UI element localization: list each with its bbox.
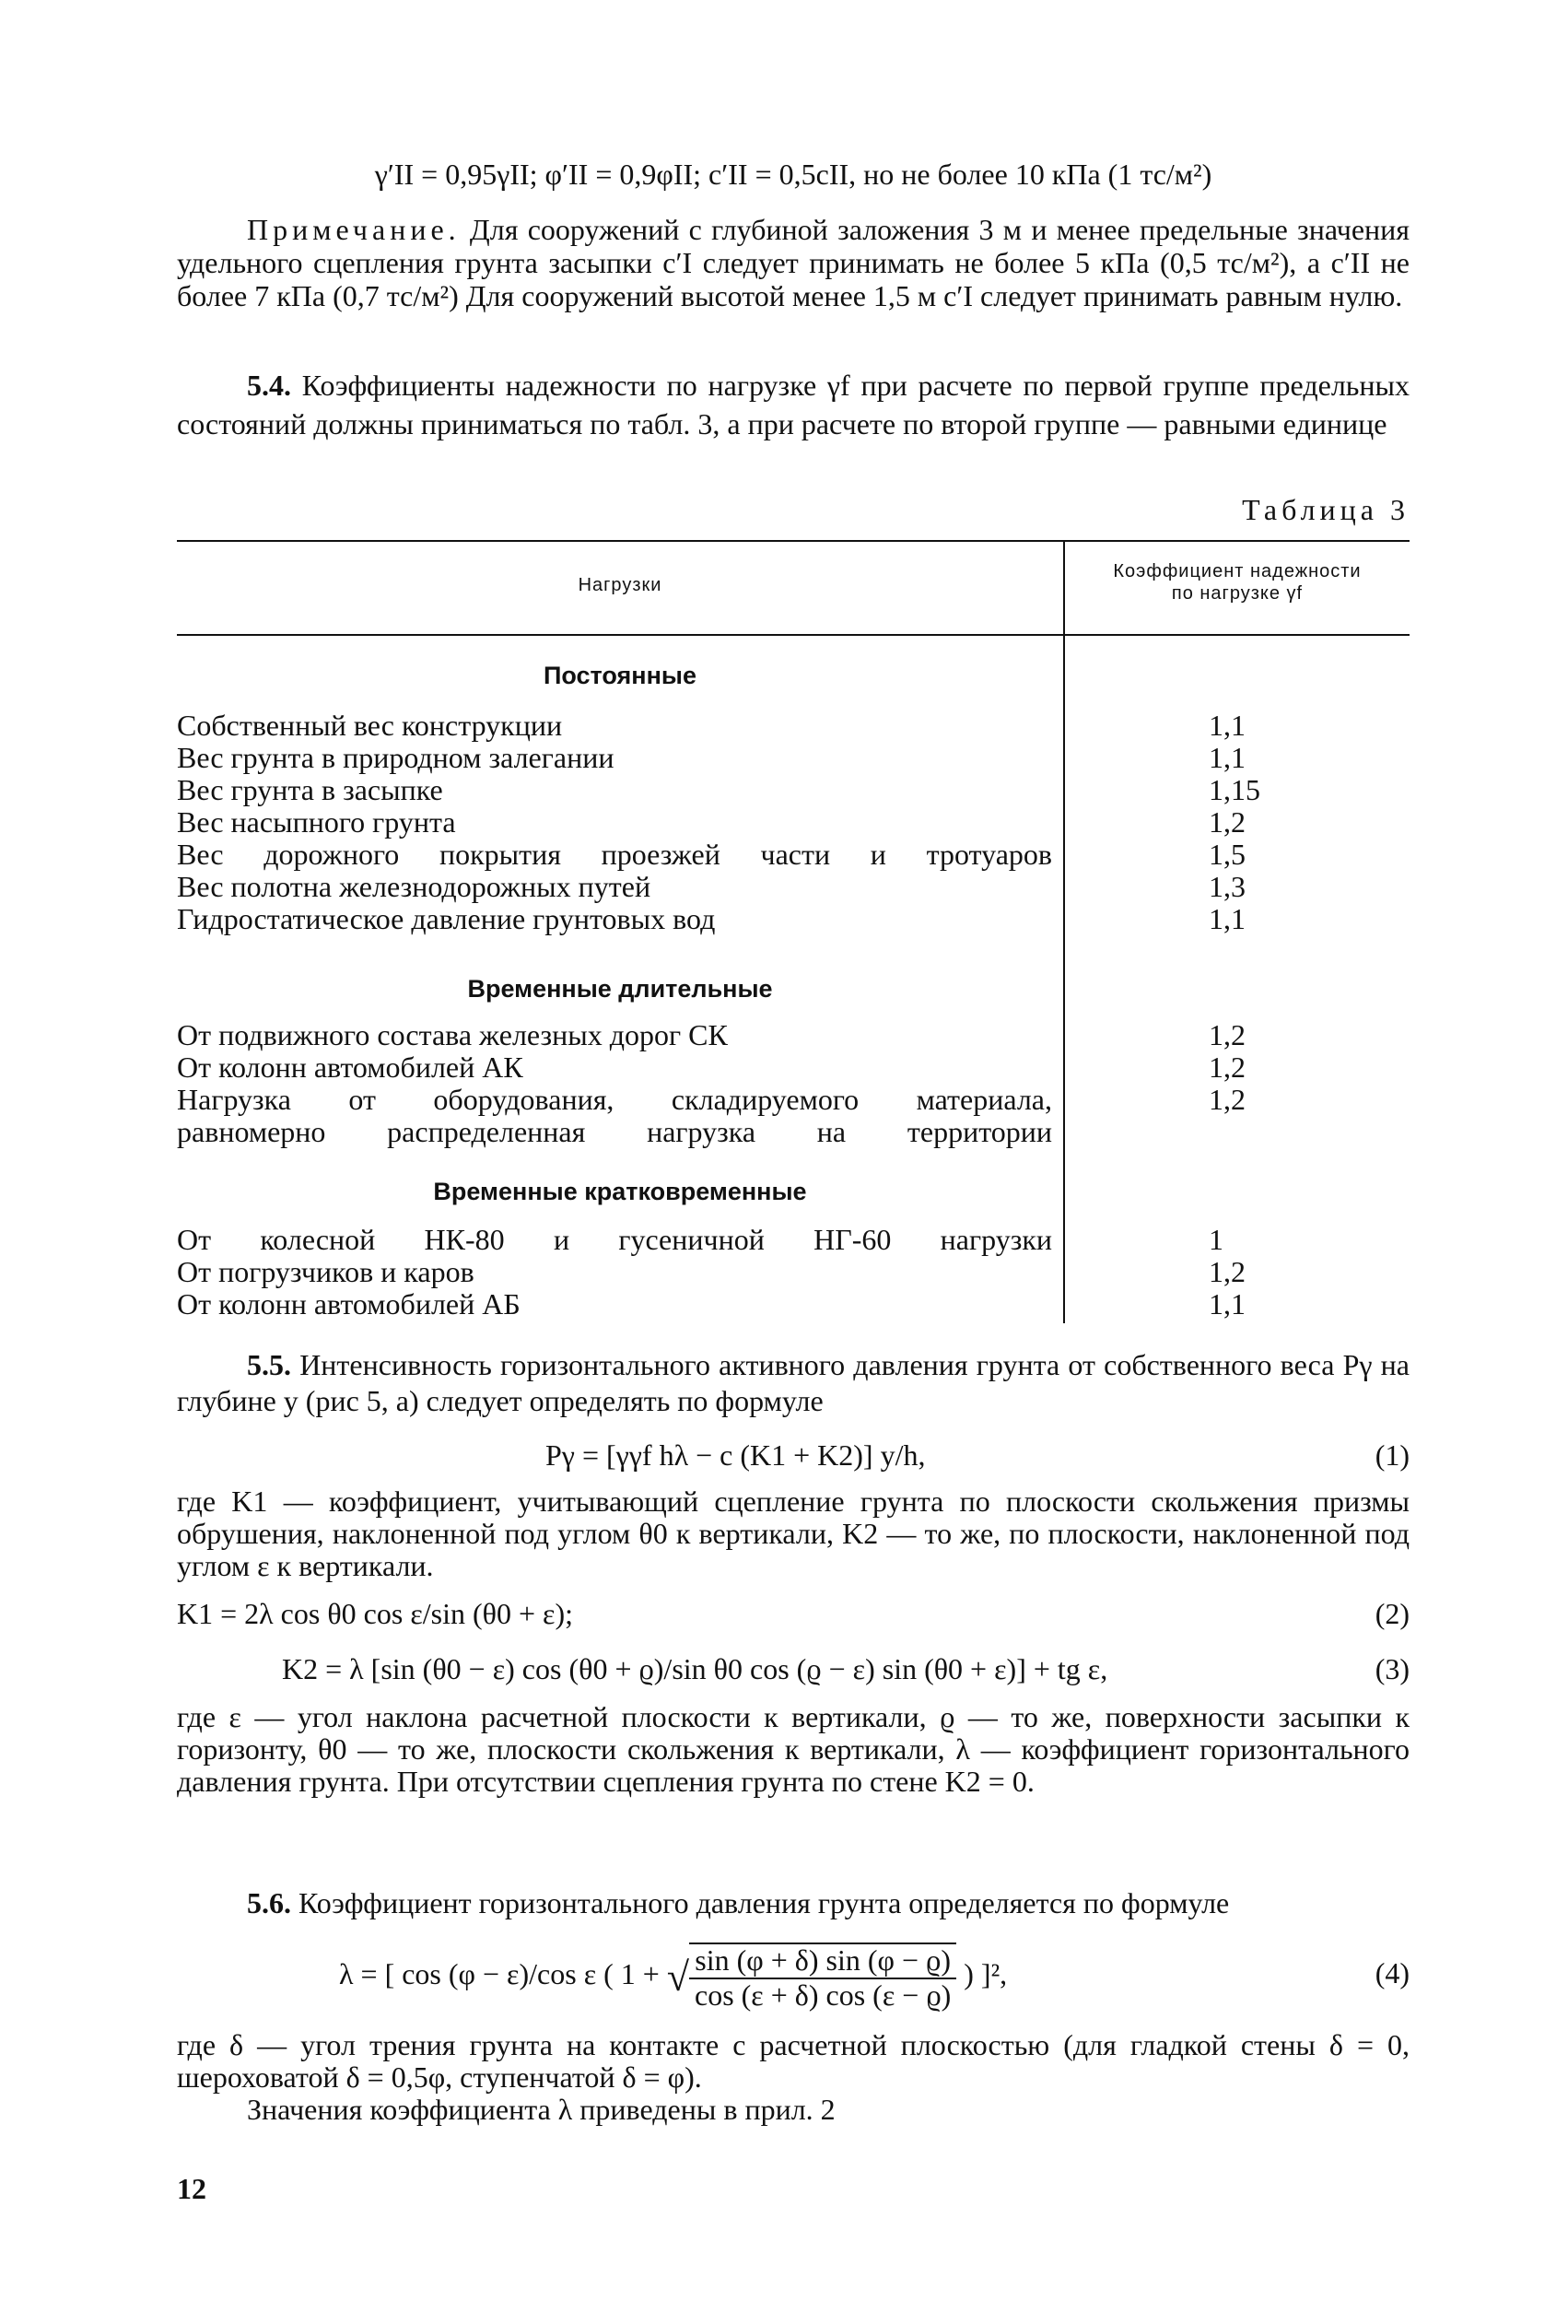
page-number: 12 [177, 2172, 206, 2205]
values-text: Значения коэффициента λ приведены в прил. 2 [247, 2093, 836, 2127]
row-name: Вес полотна железнодорожных путей [177, 871, 651, 903]
formula-4-denominator: cos (ε + δ) cos (ε − ϱ) [694, 1978, 952, 2012]
table-row [177, 871, 1410, 903]
table-row [177, 806, 1410, 839]
note-paragraph [177, 214, 1410, 312]
row-name: Вес насыпного грунта [177, 806, 456, 839]
note-text: Для сооружений с глубиной заложения 3 м и менее предельные значения удельного сцепления грунта засыпки c′I следует принимать не более 5 кПа (0,5 тс/м²), а c′II не более 7 кПа (0,7 тс/м²) Для сооружений высотой менее 1,5 м c′I следует принимать равным нулю. [177, 213, 1410, 312]
row-value: 1,1 [1209, 902, 1246, 935]
row-value: 1,1 [1209, 1287, 1246, 1320]
formula-4 [339, 1943, 1007, 2013]
row-name: Нагрузка от оборудования, складируемого материала, [177, 1084, 1052, 1116]
table-header-rule [177, 634, 1410, 636]
table-row [177, 1019, 1410, 1051]
table-row [177, 710, 1410, 742]
table-row [177, 1288, 1410, 1320]
section-5-4 [177, 367, 1410, 443]
where-2-text: где ε — угол наклона расчетной плоскости к вертикали, ϱ — то же, поверхности засыпки к горизонту, θ0 — то же, плоскости скольжения к вертикали, λ — коэффициент горизонтального давления грунта. При отсутствии сцепления грунта по стене K2 = 0. [177, 1700, 1410, 1799]
table-group-title: Временные длительные [467, 975, 773, 1003]
where-3 [177, 2029, 1410, 2127]
formula-2-number: (2) [1375, 1597, 1410, 1630]
where-1-text: где K1 — коэффициент, учитывающий сцепление грунта по плоскости скольжения призмы обрушения, наклоненной под углом θ0 к вертикали, K2 — то же, по плоскости, наклоненной под углом ε к вертикали. [177, 1485, 1410, 1583]
formula-4-fraction [689, 1943, 956, 2013]
row-name: От колонн автомобилей АБ [177, 1288, 521, 1320]
section-5-6 [177, 1887, 1410, 1920]
row-value: 1,2 [1209, 1083, 1246, 1116]
where-3-text: где δ — угол трения грунта на контакте с расчетной плоскостью (для гладкой стены δ = 0, шероховатой δ = 0,5φ, ступенчатой δ = φ). [177, 2028, 1410, 2095]
table-row [177, 1084, 1410, 1116]
table-header-coef-line1: Коэффициент надежности [1113, 561, 1362, 581]
header-formula-text: γ′II = 0,95γII; φ′II = 0,9φII; c′II = 0,5cII, но не более 10 кПа (1 тс/м²) [374, 158, 1212, 191]
row-value: 1,1 [1209, 709, 1246, 742]
formula-3-number: (3) [1375, 1652, 1410, 1685]
table-row [177, 1256, 1410, 1288]
table-row [177, 903, 1410, 935]
section-5-5-text: Интенсивность горизонтального активного давления грунта от собственного веса Pγ на глубине y (рис 5, а) следует определять по формуле [177, 1348, 1410, 1418]
row-name: Вес грунта в природном залегании [177, 742, 614, 774]
row-value: 1,2 [1209, 805, 1246, 839]
row-name: От колесной НК-80 и гусеничной НГ-60 нагрузки [177, 1224, 1052, 1256]
row-name: От подвижного состава железных дорог СК [177, 1019, 728, 1051]
formula-4-row [177, 1935, 1410, 2012]
table-row [177, 1116, 1410, 1148]
where-1 [177, 1485, 1410, 1583]
table-group-short-term [177, 1224, 1410, 1320]
table-header-loads: Нагрузки [578, 575, 662, 595]
note-label: Примечание. [247, 213, 461, 246]
row-name: Вес грунта в засыпке [177, 774, 443, 806]
row-name: Гидростатическое давление грунтовых вод [177, 903, 716, 935]
row-value: 1,3 [1209, 870, 1246, 903]
row-value: 1,15 [1209, 773, 1260, 806]
row-value: 1,2 [1209, 1050, 1246, 1084]
table-row [177, 839, 1410, 871]
table-row [177, 1224, 1410, 1256]
table-row [177, 774, 1410, 806]
formula-3: K2 = λ [sin (θ0 − ε) cos (θ0 + ϱ)/sin θ0 cos (ϱ − ε) sin (θ0 + ε)] + tg ε, [282, 1652, 1108, 1685]
table-row [177, 742, 1410, 774]
row-name: От погрузчиков и каров [177, 1256, 474, 1288]
row-name: Собственный вес конструкции [177, 710, 563, 742]
table-group-long-term [177, 1019, 1410, 1148]
row-value: 1,5 [1209, 838, 1246, 871]
table-caption [177, 494, 1410, 527]
section-5-4-text: Коэффициенты надежности по нагрузке γf при расчете по первой группе предельных состояний должны приниматься по табл. 3, а при расчете по второй группе — равными единице [177, 369, 1410, 440]
table-header-coef-line2: по нагрузке γf [1171, 583, 1304, 604]
table-group-permanent [177, 710, 1410, 935]
row-name: От колонн автомобилей АК [177, 1051, 523, 1084]
row-value: 1,2 [1209, 1255, 1246, 1288]
formula-4-number: (4) [1375, 1956, 1410, 1989]
table-3 [177, 540, 1410, 1323]
table-group-title: Временные кратковременные [433, 1178, 807, 1205]
table-header-coef [1065, 560, 1410, 604]
table-caption-text: Таблица 3 [1242, 493, 1410, 526]
section-5-4-number: 5.4. [247, 369, 291, 402]
where-2 [177, 1701, 1410, 1799]
formula-1-number: (1) [1375, 1438, 1410, 1472]
table-row [177, 1051, 1410, 1084]
formula-1: Pγ = [γγf hλ − c (K1 + K2)] y/h, [545, 1438, 926, 1472]
formula-2: K1 = 2λ cos θ0 cos ε/sin (θ0 + ε); [177, 1597, 573, 1630]
formula-4-left: λ = [ cos (φ − ε)/cos ε ( 1 + [339, 1957, 660, 1991]
formula-4-right: ) ]², [964, 1957, 1008, 1991]
section-5-5-number: 5.5. [247, 1348, 291, 1381]
section-5-5 [177, 1347, 1410, 1419]
table-top-rule [177, 540, 1410, 542]
formula-4-numerator: sin (φ + δ) sin (φ − ϱ) [689, 1944, 956, 1979]
row-value: 1,2 [1209, 1018, 1246, 1051]
header-formula [177, 158, 1410, 192]
table-group-title: Постоянные [543, 662, 696, 689]
section-5-6-text: Коэффициент горизонтального давления грунта определяется по формуле [298, 1886, 1230, 1919]
sqrt-symbol: √ [666, 1954, 689, 2001]
row-name: Вес дорожного покрытия проезжей части и тротуаров [177, 839, 1052, 871]
row-name: равномерно распределенная нагрузка на территории [177, 1116, 1052, 1148]
row-value: 1,1 [1209, 741, 1246, 774]
section-5-6-number: 5.6. [247, 1886, 291, 1919]
row-value: 1 [1209, 1223, 1223, 1256]
